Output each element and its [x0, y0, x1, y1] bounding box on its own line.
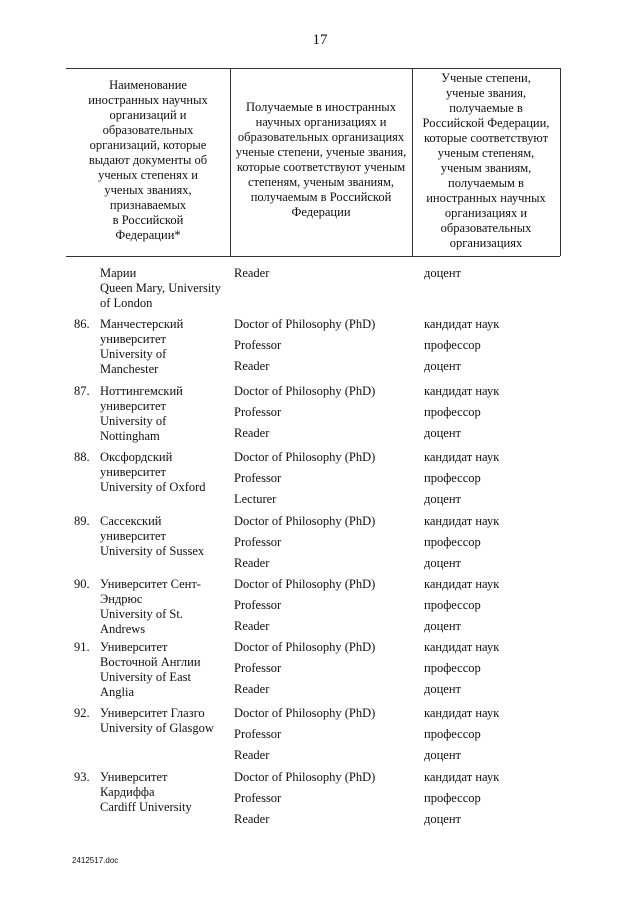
foreign-degree: Doctor of Philosophy (PhD) — [234, 770, 376, 784]
organization-name-line: Queen Mary, University — [100, 281, 222, 295]
header-top-rule — [66, 68, 560, 69]
header-line: организаций и — [109, 108, 187, 122]
foreign-degree: Doctor of Philosophy (PhD) — [234, 640, 376, 654]
organization-name-line: Manchester — [100, 362, 159, 376]
header-line: выдают документы об — [88, 153, 208, 167]
header-column-divider — [560, 68, 561, 256]
organization-name-line: Andrews — [100, 622, 146, 636]
row-number: 87. — [74, 384, 90, 398]
russian-degree: доцент — [424, 266, 461, 280]
foreign-degree: Reader — [234, 556, 270, 570]
footer-filename: 2412517.doc — [72, 856, 119, 865]
header-line: получаемым в — [448, 176, 524, 190]
header-line: Наименование — [109, 78, 187, 92]
russian-degree: кандидат наук — [424, 770, 500, 784]
header-line: иностранных научных — [88, 93, 208, 107]
organization-name-line: университет — [100, 399, 166, 413]
header-line: Федерации* — [115, 228, 181, 242]
foreign-degree: Professor — [234, 471, 282, 485]
organization-name-line: Университет — [100, 640, 168, 654]
foreign-degree: Doctor of Philosophy (PhD) — [234, 450, 376, 464]
organization-name-line: Nottingham — [100, 429, 160, 443]
foreign-degree: Doctor of Philosophy (PhD) — [234, 577, 376, 591]
header-line: ученые степени, ученые звания, — [235, 145, 407, 159]
row-number: 91. — [74, 640, 90, 654]
foreign-degree: Professor — [234, 338, 282, 352]
header-line: степеням, ученым званиям, — [248, 175, 394, 189]
foreign-degree: Doctor of Philosophy (PhD) — [234, 706, 376, 720]
header-line: в Российской — [112, 213, 184, 227]
header-line: организаций, которые — [89, 138, 207, 152]
russian-degree: доцент — [424, 748, 461, 762]
page-number: 17 — [312, 32, 328, 48]
header-line: образовательных — [440, 221, 532, 235]
russian-degree: кандидат наук — [424, 384, 500, 398]
organization-name-line: Cardiff University — [100, 800, 192, 814]
organization-name-line: университет — [100, 529, 166, 543]
organization-name-line: Эндрюс — [100, 592, 143, 606]
row-number: 90. — [74, 577, 90, 591]
header-line: организациях — [449, 236, 523, 250]
foreign-degree: Doctor of Philosophy (PhD) — [234, 384, 376, 398]
organization-name-line: Ноттингемский — [100, 384, 183, 398]
header-line: Ученые степени, — [441, 71, 531, 85]
foreign-degree: Reader — [234, 426, 270, 440]
header-line: Российской Федерации, — [422, 116, 550, 130]
russian-degree: кандидат наук — [424, 514, 500, 528]
russian-degree: профессор — [424, 405, 481, 419]
organization-name-line: университет — [100, 465, 166, 479]
row-number: 88. — [74, 450, 90, 464]
header-line: иностранных научных — [426, 191, 546, 205]
organization-name-line: University of St. — [100, 607, 183, 621]
foreign-degree: Doctor of Philosophy (PhD) — [234, 317, 376, 331]
russian-degree: доцент — [424, 812, 461, 826]
header-line: научных организациях и — [255, 115, 387, 129]
foreign-degree: Professor — [234, 535, 282, 549]
russian-degree: профессор — [424, 338, 481, 352]
russian-degree: доцент — [424, 556, 461, 570]
foreign-degree: Professor — [234, 661, 282, 675]
foreign-degree: Reader — [234, 619, 270, 633]
header-line: Получаемые в иностранных — [246, 100, 396, 114]
row-number: 92. — [74, 706, 90, 720]
foreign-degree: Reader — [234, 359, 270, 373]
russian-degree: доцент — [424, 492, 461, 506]
russian-degree: доцент — [424, 619, 461, 633]
organization-name-line: Восточной Англии — [100, 655, 201, 669]
header-line: ученых званиях, — [104, 183, 192, 197]
organization-name-line: Университет Глазго — [100, 706, 205, 720]
row-number: 93. — [74, 770, 90, 784]
organization-name-line: университет — [100, 332, 166, 346]
foreign-degree: Doctor of Philosophy (PhD) — [234, 514, 376, 528]
organization-name-line: Оксфордский — [100, 450, 173, 464]
russian-degree: профессор — [424, 791, 481, 805]
russian-degree: профессор — [424, 471, 481, 485]
header-cell-3 — [412, 71, 560, 251]
header-line: ученые звания, — [445, 86, 527, 100]
russian-degree: доцент — [424, 426, 461, 440]
header-line: ученых степенях и — [98, 168, 198, 182]
organization-name-line: Марии — [100, 266, 137, 280]
header-line: ученым званиям, — [440, 161, 532, 175]
foreign-degree: Lecturer — [234, 492, 277, 506]
organization-name-line: University of — [100, 414, 167, 428]
header-line: признаваемых — [109, 198, 187, 212]
organization-name-line: Университет Сент- — [100, 577, 201, 591]
organization-name-line: of London — [100, 296, 153, 310]
organization-name-line: Манчестерский — [100, 317, 184, 331]
organization-name-line: University of Glasgow — [100, 721, 214, 735]
russian-degree: профессор — [424, 598, 481, 612]
header-line: которые соответствуют ученым — [236, 160, 406, 174]
russian-degree: кандидат наук — [424, 640, 500, 654]
header-cell-2 — [230, 100, 412, 220]
russian-degree: кандидат наук — [424, 317, 500, 331]
header-line: образовательных организациях — [237, 130, 405, 144]
russian-degree: кандидат наук — [424, 450, 500, 464]
foreign-degree: Professor — [234, 791, 282, 805]
header-line: получаемые в — [449, 101, 523, 115]
row-number: 86. — [74, 317, 90, 331]
row-number: 89. — [74, 514, 90, 528]
organization-name-line: University of Sussex — [100, 544, 205, 558]
russian-degree: кандидат наук — [424, 706, 500, 720]
header-line: ученым степеням, — [437, 146, 535, 160]
foreign-degree: Reader — [234, 682, 270, 696]
organization-name-line: University of Oxford — [100, 480, 206, 494]
header-bottom-rule — [66, 256, 560, 257]
organization-name-line: Сассекский — [100, 514, 162, 528]
organization-name-line: University of East — [100, 670, 191, 684]
foreign-degree: Professor — [234, 727, 282, 741]
organization-name-line: Anglia — [100, 685, 135, 699]
header-cell-1 — [66, 78, 230, 243]
organization-name-line: Университет — [100, 770, 168, 784]
russian-degree: кандидат наук — [424, 577, 500, 591]
header-line: образовательных — [102, 123, 194, 137]
foreign-degree: Professor — [234, 598, 282, 612]
foreign-degree: Reader — [234, 748, 270, 762]
russian-degree: доцент — [424, 359, 461, 373]
header-line: организациях и — [444, 206, 528, 220]
organization-name-line: University of — [100, 347, 167, 361]
header-line: Федерации — [291, 205, 351, 219]
header-line: получаемым в Российской — [250, 190, 392, 204]
russian-degree: профессор — [424, 535, 481, 549]
russian-degree: профессор — [424, 727, 481, 741]
foreign-degree: Reader — [234, 266, 270, 280]
foreign-degree: Professor — [234, 405, 282, 419]
russian-degree: профессор — [424, 661, 481, 675]
organization-name-line: Кардиффа — [100, 785, 155, 799]
foreign-degree: Reader — [234, 812, 270, 826]
header-line: которые соответствуют — [423, 131, 549, 145]
russian-degree: доцент — [424, 682, 461, 696]
